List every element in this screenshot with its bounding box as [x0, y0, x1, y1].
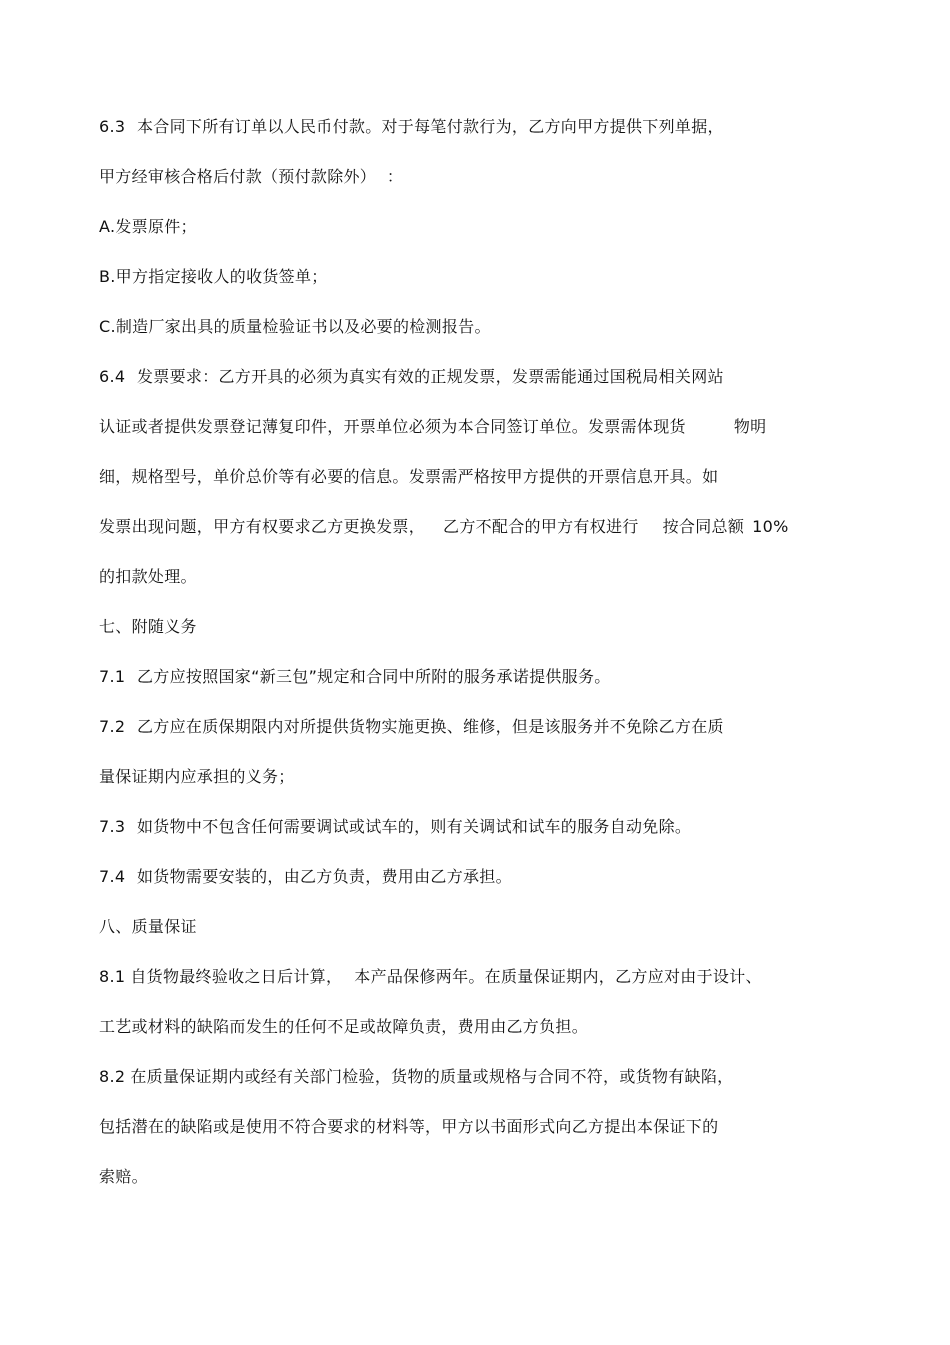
clause-number: 8.1 [99, 967, 126, 986]
clause-8-1-line-1 [99, 966, 762, 988]
list-item-c [99, 316, 491, 338]
clause-6-4-line-3 [99, 466, 718, 488]
clause-text: C.制造厂家出具的质量检验证书以及必要的检测报告。 [99, 317, 491, 336]
clause-number: 6.4 [99, 367, 126, 386]
clause-text: 按合同总额 [662, 517, 745, 536]
clause-text: 本产品保修两年。在质量保证期内，乙方应对由于设计、 [354, 967, 762, 986]
clause-8-2-line-3 [99, 1166, 148, 1188]
clause-text: 10% [752, 517, 789, 536]
clause-6-4-line-1 [99, 366, 724, 388]
clause-text: 工艺或材料的缺陷而发生的任何不足或故障负责，费用由乙方负担。 [99, 1017, 589, 1036]
list-item-a [99, 216, 197, 238]
clause-text: 乙方应在质保期限内对所提供货物实施更换、维修，但是该服务并不免除乙方在质 [137, 717, 724, 736]
clause-number: 7.4 [99, 867, 126, 886]
clause-text: 认证或者提供发票登记薄复印件，开票单位必须为本合同签订单位。发票需体现货 [99, 417, 686, 436]
clause-text: A.发票原件； [99, 217, 197, 236]
clause-8-1-line-2 [99, 1016, 588, 1038]
clause-number: 7.3 [99, 817, 126, 836]
clause-text: 乙方不配合的甲方有权进行 [443, 517, 639, 536]
clause-7-2-line-1 [99, 716, 724, 738]
section-title: 八、质量保证 [99, 917, 197, 936]
clause-text: 量保证期内应承担的义务； [99, 767, 295, 786]
clause-7-4 [99, 866, 512, 888]
section-heading-8 [99, 916, 197, 938]
clause-text: 细，规格型号，单价总价等有必要的信息。发票需严格按甲方提供的开票信息开具。如 [99, 467, 719, 486]
clause-text: 本合同下所有订单以人民币付款。对于每笔付款行为，乙方向甲方提供下列单据， [137, 117, 724, 136]
clause-text: B.甲方指定接收人的收货签单； [99, 267, 328, 286]
clause-7-3 [99, 816, 691, 838]
list-item-b [99, 266, 328, 288]
clause-6-4-line-4 [99, 516, 789, 538]
clause-text: 索赔。 [99, 1167, 148, 1186]
section-heading-7 [99, 616, 197, 638]
clause-6-3-line-2 [99, 166, 403, 188]
clause-6-4-line-2 [99, 416, 766, 438]
clause-text: 如货物需要安装的，由乙方负责，费用由乙方承担。 [137, 867, 512, 886]
clause-7-1 [99, 666, 611, 688]
clause-8-2-line-2 [99, 1116, 718, 1138]
clause-text: 物明 [733, 417, 767, 436]
clause-text: 乙方应按照国家“新三包”规定和合同中所附的服务承诺提供服务。 [137, 667, 611, 686]
clause-text: 如货物中不包含任何需要调试或试车的，则有关调试和试车的服务自动免除。 [137, 817, 692, 836]
clause-7-2-line-2 [99, 766, 295, 788]
clause-number: 7.1 [99, 667, 126, 686]
clause-6-4-line-5 [99, 566, 197, 588]
clause-number: 6.3 [99, 117, 126, 136]
clause-8-2-line-1 [99, 1066, 733, 1088]
clause-text: 自货物最终验收之日后计算， [130, 967, 343, 986]
clause-number: 7.2 [99, 717, 126, 736]
clause-text: 甲方经审核合格后付款（预付款除外） ： [99, 167, 404, 186]
clause-text: 发票出现问题，甲方有权要求乙方更换发票， [99, 517, 426, 536]
section-title: 七、附随义务 [99, 617, 197, 636]
clause-text: 在质量保证期内或经有关部门检验，货物的质量或规格与合同不符，或货物有缺陷， [130, 1067, 734, 1086]
clause-6-3-line-1 [99, 116, 724, 138]
clause-text: 发票要求：乙方开具的必须为真实有效的正规发票，发票需能通过国税局相关网站 [137, 367, 724, 386]
clause-text: 包括潜在的缺陷或是使用不符合要求的材料等，甲方以书面形式向乙方提出本保证下的 [99, 1117, 719, 1136]
clause-text: 的扣款处理。 [99, 567, 197, 586]
clause-number: 8.2 [99, 1067, 126, 1086]
